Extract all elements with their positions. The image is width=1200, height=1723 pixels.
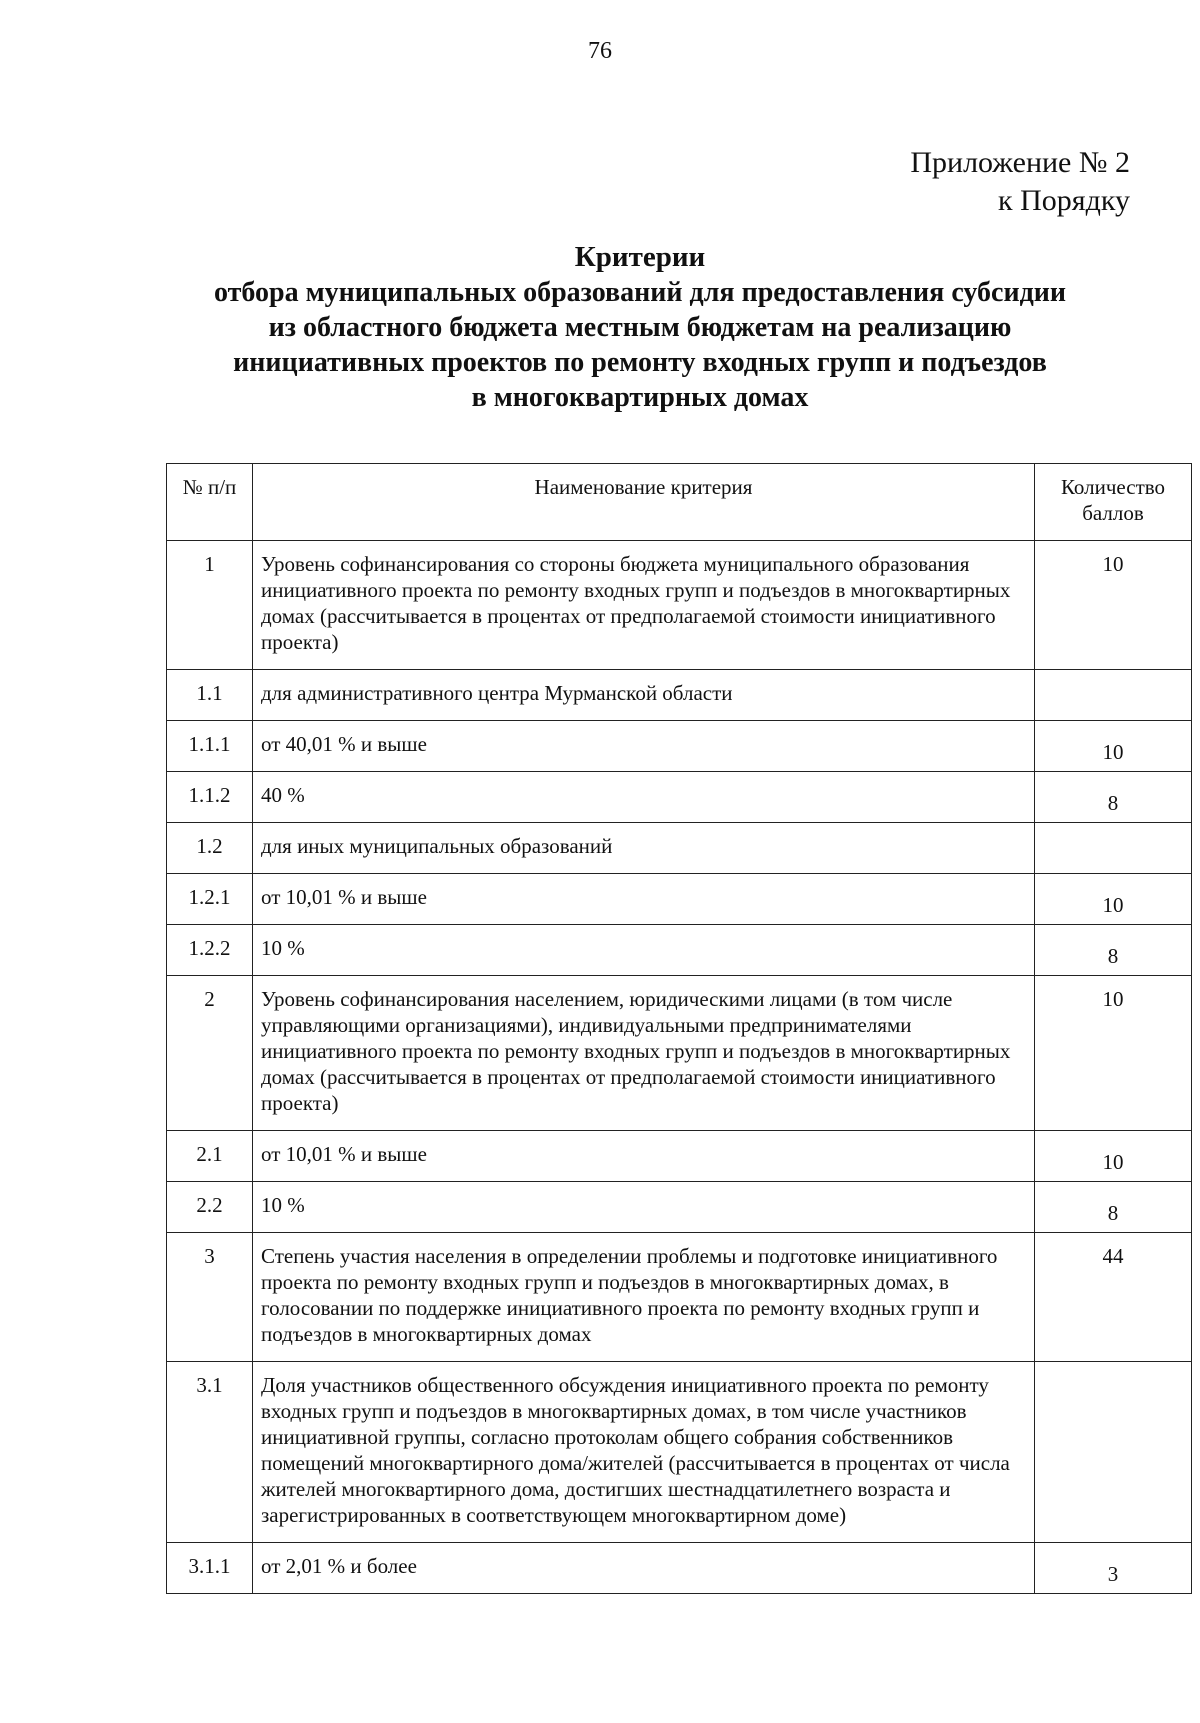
row-num: 1.2.2 xyxy=(167,925,253,976)
row-name: Доля участников общественного обсуждения инициативного проекта по ремонту входных групп и подъездов в многоквартирных домах, в том числе участников инициативной группы, согласно протоколам общего собрания собственников помещений многоквартирного дома/жителей (рассчитывается в процентах от числа жителей многоквартирного дома, достигших шестнадцатилетнего возраста и зарегистрированных в соответствующем многоквартирном доме) xyxy=(253,1362,1035,1543)
table-row xyxy=(167,1543,1192,1594)
table-row xyxy=(167,976,1192,1131)
header-score: Количество баллов xyxy=(1035,464,1192,541)
row-num: 3.1.1 xyxy=(167,1543,253,1594)
row-num: 2 xyxy=(167,976,253,1131)
row-score: 44 xyxy=(1035,1233,1192,1362)
row-score: 8 xyxy=(1035,772,1192,823)
page-number: 76 xyxy=(588,38,612,64)
table-row xyxy=(167,1182,1192,1233)
row-name: для иных муниципальных образований xyxy=(253,823,1035,874)
row-name: Уровень софинансирования населением, юридическими лицами (в том числе управляющими организациями), индивидуальными предпринимателями инициативного проекта по ремонту входных групп и подъездов в многоквартирных домах (рассчитывается в процентах от предполагаемой стоимости инициативного проекта) xyxy=(253,976,1035,1131)
row-name: от 2,01 % и более xyxy=(253,1543,1035,1594)
row-score: 10 xyxy=(1035,976,1192,1131)
title-line-4: в многоквартирных домах xyxy=(471,382,809,413)
title-line-2: из областного бюджета местным бюджетам на реализацию xyxy=(268,312,1012,343)
table-header-row xyxy=(167,464,1192,541)
title-line-3: инициативных проектов по ремонту входных групп и подъездов xyxy=(233,347,1047,378)
table-row xyxy=(167,1362,1192,1543)
row-score: 10 xyxy=(1035,1131,1192,1182)
row-num: 3.1 xyxy=(167,1362,253,1543)
table-row xyxy=(167,670,1192,721)
row-score: 8 xyxy=(1035,925,1192,976)
row-num: 2.1 xyxy=(167,1131,253,1182)
row-score: 10 xyxy=(1035,721,1192,772)
row-score xyxy=(1035,823,1192,874)
table-row xyxy=(167,772,1192,823)
row-num: 1.2 xyxy=(167,823,253,874)
row-num: 1.1.1 xyxy=(167,721,253,772)
row-num: 1.1.2 xyxy=(167,772,253,823)
table-row xyxy=(167,541,1192,670)
row-name: от 10,01 % и выше xyxy=(253,1131,1035,1182)
appendix-line-1: Приложение № 2 xyxy=(910,146,1130,179)
table-row xyxy=(167,1233,1192,1362)
row-score: 3 xyxy=(1035,1543,1192,1594)
row-name: от 10,01 % и выше xyxy=(253,874,1035,925)
criteria-table xyxy=(166,463,1192,1594)
row-score: 10 xyxy=(1035,874,1192,925)
row-name: 10 % xyxy=(253,1182,1035,1233)
row-num: 1 xyxy=(167,541,253,670)
table-row xyxy=(167,823,1192,874)
header-num: № п/п xyxy=(167,464,253,541)
document-title xyxy=(150,240,1130,415)
row-num: 1.2.1 xyxy=(167,874,253,925)
row-name: от 40,01 % и выше xyxy=(253,721,1035,772)
row-score xyxy=(1035,1362,1192,1543)
row-score: 8 xyxy=(1035,1182,1192,1233)
row-score: 10 xyxy=(1035,541,1192,670)
table-row xyxy=(167,1131,1192,1182)
appendix-reference xyxy=(910,144,1130,220)
appendix-line-2: к Порядку xyxy=(998,184,1130,217)
row-num: 3 xyxy=(167,1233,253,1362)
row-num: 1.1 xyxy=(167,670,253,721)
row-score xyxy=(1035,670,1192,721)
table-row xyxy=(167,925,1192,976)
row-num: 2.2 xyxy=(167,1182,253,1233)
title-heading: Критерии xyxy=(574,241,706,273)
table-row xyxy=(167,874,1192,925)
row-name: Степень участия населения в определении проблемы и подготовке инициативного проекта по ремонту входных групп и подъездов в многоквартирных домах, в голосовании по поддержке инициативного проекта по ремонту входных групп и подъездов в многоквартирных домах xyxy=(253,1233,1035,1362)
table-row xyxy=(167,721,1192,772)
title-line-1: отбора муниципальных образований для предоставления субсидии xyxy=(213,277,1067,308)
row-name: 10 % xyxy=(253,925,1035,976)
header-name: Наименование критерия xyxy=(253,464,1035,541)
row-name: Уровень софинансирования со стороны бюджета муниципального образования инициативного проекта по ремонту входных групп и подъездов в многоквартирных домах (рассчитывается в процентах от предполагаемой стоимости инициативного проекта) xyxy=(253,541,1035,670)
row-name: для административного центра Мурманской области xyxy=(253,670,1035,721)
row-name: 40 % xyxy=(253,772,1035,823)
